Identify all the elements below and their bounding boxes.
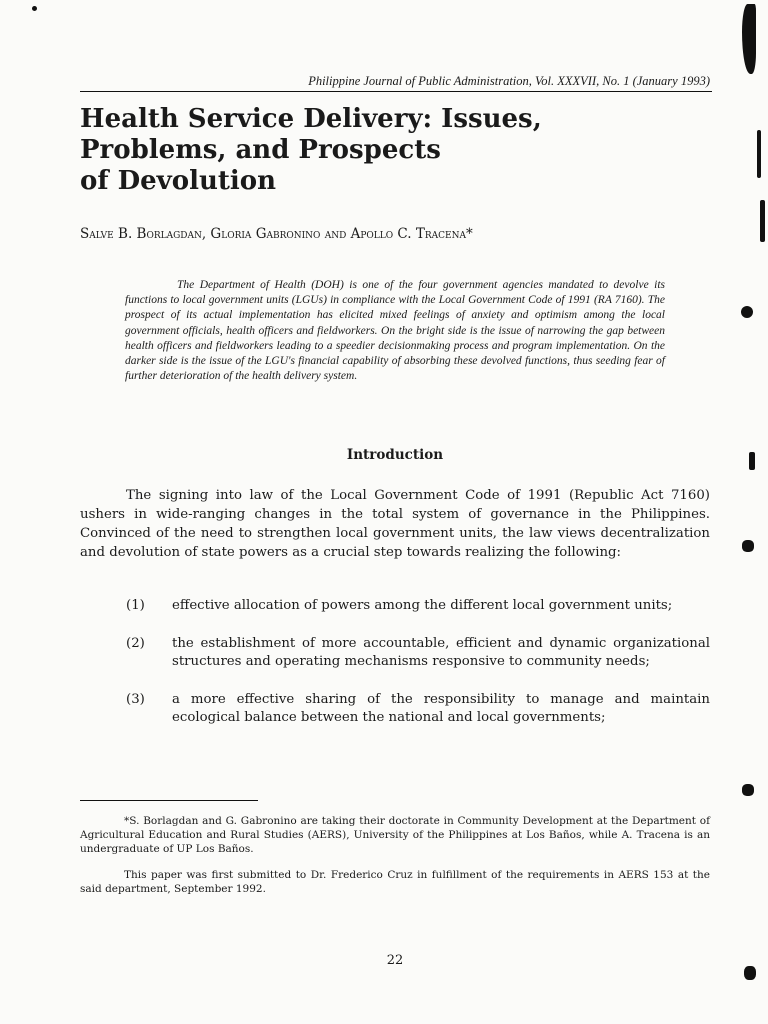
footnote-rule [80, 800, 258, 801]
intro-paragraph: The signing into law of the Local Government Code of 1991 (Republic Act 7160) ushers in wide-ranging changes in the total system of governance in the Philippines. Convinced of the need to strengthen local government units, the law views decentralization and devolution of state powers as a crucial step towards realizing the following: [80, 488, 710, 560]
title-line-1: Health Service Delivery: Issues, [80, 104, 542, 134]
author-line: Salve B. Borlagdan, Gloria Gabronino and Apollo C. Tracena* [80, 226, 473, 242]
article-title [80, 104, 600, 197]
scan-artifact-top [742, 4, 756, 74]
list-item [80, 691, 710, 727]
title-line-2: Problems, and Prospects [80, 135, 441, 165]
scan-artifact-mark [742, 540, 754, 552]
section-heading: Introduction [346, 447, 444, 463]
scan-artifact-mark [32, 6, 37, 11]
scan-artifact-mark [741, 306, 753, 318]
journal-header: Philippine Journal of Public Administration, Vol. XXXVII, No. 1 (January 1993) [308, 74, 710, 88]
list-item-text: a more effective sharing of the responsibility to manage and maintain ecological balance between the national and local governments; [172, 692, 710, 725]
scan-artifact-mark [749, 452, 755, 470]
header-rule [80, 91, 712, 92]
list-item-number: (3) [126, 692, 145, 707]
scan-artifact-mark [744, 966, 756, 980]
intro-section [80, 486, 710, 562]
scan-artifact-mark [742, 784, 754, 796]
scan-artifact-mark [760, 200, 765, 242]
list-item [80, 597, 710, 615]
list-item [80, 635, 710, 671]
list-item-text: effective allocation of powers among the different local government units; [172, 598, 673, 613]
objectives-list [80, 597, 710, 747]
title-line-3: of Devolution [80, 166, 277, 196]
footnotes [80, 814, 710, 908]
scan-artifact-mark [757, 130, 761, 178]
page-number: 22 [386, 953, 404, 968]
list-item-number: (1) [126, 598, 145, 613]
abstract [125, 278, 665, 384]
list-item-text: the establishment of more accountable, efficient and dynamic organizational structures and operating mechanisms responsive to community needs; [172, 636, 710, 669]
abstract-text: The Department of Health (DOH) is one of the four government agencies mandated to devolve its functions to local government units (LGUs) in compliance with the Local Government Code of 1991 (RA 7160). The prospect of its actual implementation has elicited mixed feelings of anxiety and optimism among the local government officials, health officers and fieldworkers. On the bright side is the issue of narrowing the gap between health officers and fieldworkers leading to a speedier decisionmaking process and program implementation. On the darker side is the issue of the LGU's financial capability of absorbing these devolved functions, thus seeding fear of further deterioration of the health delivery system. [125, 279, 665, 383]
footnote-author: *S. Borlagdan and G. Gabronino are taking their doctorate in Community Development at the Department of Agricultural Education and Rural Studies (AERS), University of the Philippines at Los Baños, while A. Tracena is an undergraduate of UP Los Baños. [80, 815, 710, 855]
list-item-number: (2) [126, 636, 145, 651]
footnote-submission: This paper was first submitted to Dr. Frederico Cruz in fulfillment of the requirements in AERS 153 at the said department, September 1992. [80, 869, 710, 895]
